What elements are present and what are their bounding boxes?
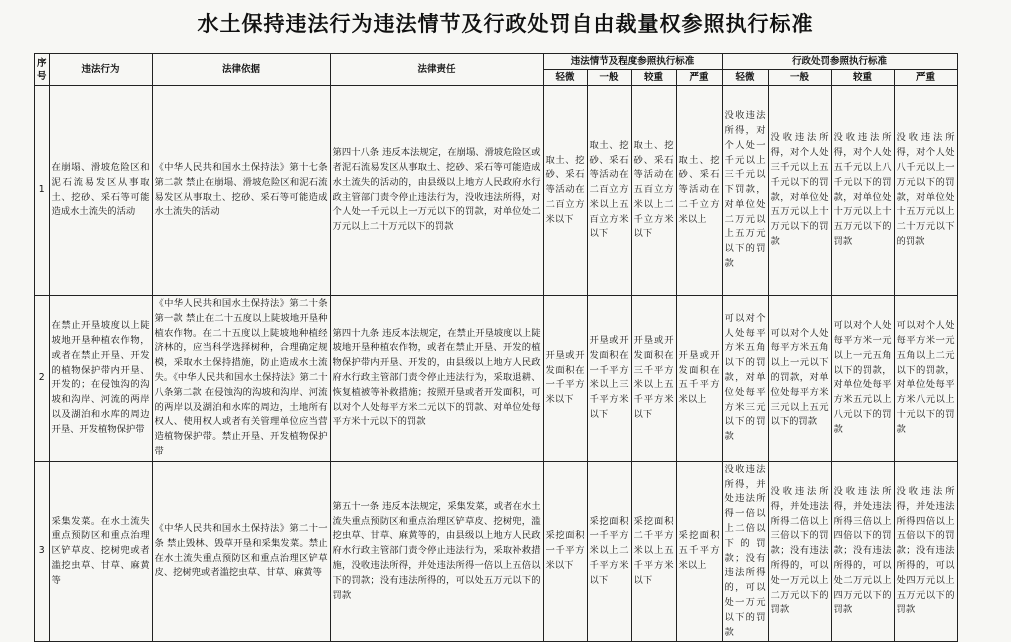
row-liability: 第四十八条 违反本法规定，在崩塌、滑坡危险区或者泥石流易发区从事取土、挖砂、采石等可能造成水土流失的活动的，由县级以上地方人民政府水行政主管部门责令停止违法行为，没收违法所得，对个人处一千元以上一万元以下的罚款，对单位处二万元以上二十万元以下的罚款 <box>330 86 543 296</box>
header-row-1 <box>35 54 958 70</box>
header-liability: 法律责任 <box>330 54 543 86</box>
document-title: 水土保持违法行为违法情节及行政处罚自由裁量权参照执行标准 <box>197 12 814 36</box>
row-penalty-minor: 可以对个人处每平方米五角以下的罚款，对单位处每平方米三元以下的罚款 <box>722 296 768 462</box>
header-degree-severe: 严重 <box>676 70 722 86</box>
row-degree-severe: 取土、挖砂、采石等活动在二千立方米以上 <box>676 86 722 296</box>
table-row <box>35 86 958 296</box>
header-degree-minor: 轻微 <box>543 70 587 86</box>
table-row <box>35 296 958 462</box>
row-degree-general: 取土、挖砂、采石等活动在二百立方米以上五百立方米以下 <box>587 86 631 296</box>
header-penalty-general: 一般 <box>768 70 831 86</box>
row-degree-general: 开垦或开发面积在一千平方米以上三千平方米以下 <box>587 296 631 462</box>
row-penalty-severe: 没收违法所得，对个人处八千元以上一万元以下的罚款，对单位处十五万元以上二十万元以下的罚款 <box>894 86 957 296</box>
row-degree-minor: 采挖面积一千平方米以下 <box>543 461 587 642</box>
header-penalty-minor: 轻微 <box>722 70 768 86</box>
row-degree-minor: 开垦或开发面积在一千平方米以下 <box>543 296 587 462</box>
row-liability: 第四十九条 违反本法规定，在禁止开垦坡度以上陡坡地开垦种植农作物，或者在禁止开垦、开发的植物保护带内开垦、开发的，由县级以上地方人民政府水行政主管部门责令停止违法行为，采取退耕、恢复植被等补救措施；按照开垦或者开发面积，可以对个人处每平方米二元以下的罚款、对单位处每平方米十元以下的罚款 <box>330 296 543 462</box>
row-degree-general: 采挖面积一千平方米以上二千平方米以下 <box>587 461 631 642</box>
row-degree-serious: 采挖面积二千平方米以上五千平方米以下 <box>631 461 676 642</box>
row-penalty-serious: 没收违法所得，并处违法所得三倍以上四倍以下的罚款；没有违法所得的，可以处二万元以上四万元以下的罚款 <box>831 461 894 642</box>
row-degree-minor: 取土、挖砂、采石等活动在二百立方米以下 <box>543 86 587 296</box>
standards-table <box>34 53 958 642</box>
row-penalty-general: 没收违法所得，并处违法所得二倍以上三倍以下的罚款；没有违法所得的，可以处一万元以上二万元以下的罚款 <box>768 461 831 642</box>
row-degree-serious: 开垦或开发面积在三千平方米以上五千平方米以下 <box>631 296 676 462</box>
row-penalty-minor: 没收违法所得，并处违法所得一倍以上二倍以下的罚款；没有违法所得的，可以处一万元以下的罚款 <box>722 461 768 642</box>
row-seq: 1 <box>35 86 50 296</box>
row-penalty-severe: 可以对个人处每平方米一元五角以上二元以下的罚款，对单位处每平方米八元以上十元以下的罚款 <box>894 296 957 462</box>
header-penalty-severe: 严重 <box>894 70 957 86</box>
header-penalty-group: 行政处罚参照执行标准 <box>722 54 957 70</box>
row-penalty-severe: 没收违法所得，并处违法所得四倍以上五倍以下的罚款；没有违法所得的，可以处四万元以上五万元以下的罚款 <box>894 461 957 642</box>
row-penalty-serious: 可以对个人处每平方米一元以上一元五角以下的罚款，对单位处每平方米五元以上八元以下的罚款 <box>831 296 894 462</box>
header-seq: 序号 <box>35 54 50 86</box>
header-penalty-serious: 较重 <box>831 70 894 86</box>
row-degree-serious: 取土、挖砂、采石等活动在五百立方米以上二千立方米以下 <box>631 86 676 296</box>
row-penalty-general: 可以对个人处每平方米五角以上一元以下的罚款，对单位处每平方米三元以上五元以下的罚款 <box>768 296 831 462</box>
row-penalty-serious: 没收违法所得，对个人处五千元以上八千元以下的罚款，对单位处十万元以上十五万元以下的罚款 <box>831 86 894 296</box>
row-penalty-minor: 没收违法所得，对个人处一千元以上三千元以下罚款，对单位处二万元以上五万元以下的罚款 <box>722 86 768 296</box>
row-behavior: 采集发菜。在水土流失重点预防区和重点治理区铲草皮、挖树兜或者滥挖虫草、甘草、麻黄等 <box>49 461 152 642</box>
header-basis: 法律依据 <box>152 54 330 86</box>
row-penalty-general: 没收违法所得，对个人处三千元以上五千元以下的罚款，对单位处五万元以上十万元以下的罚款 <box>768 86 831 296</box>
row-degree-severe: 采挖面积五千平方米以上 <box>676 461 722 642</box>
row-behavior: 在崩塌、滑坡危险区和泥石流易发区从事取土、挖砂、采石等可能造成水土流失的活动 <box>49 86 152 296</box>
row-seq: 3 <box>35 461 50 642</box>
header-behavior: 违法行为 <box>49 54 152 86</box>
row-basis: 《中华人民共和国水土保持法》第二十条第一款 禁止在二十五度以上陡坡地开垦种植农作物。在二十五度以上陡坡地种植经济林的，应当科学选择树种，合理确定规模，采取水土保持措施，防止造成水土流失。《中华人民共和国水土保持法》第二十八条第二款 在侵蚀沟的沟坡和沟岸、河流的两岸以及湖泊和水库的周边，土地所有权人、使用权人或者有关管理单位应当营造植物保护带。禁止开垦、开发植物保护带 <box>152 296 330 462</box>
row-basis: 《中华人民共和国水土保持法》第十七条第二款 禁止在崩塌、滑坡危险区和泥石流易发区从事取土、挖砂、采石等可能造成水土流失的活动 <box>152 86 330 296</box>
row-liability: 第五十一条 违反本法规定，采集发菜，或者在水土流失重点预防区和重点治理区铲草皮、挖树兜，滥挖虫草、甘草、麻黄等的，由县级以上地方人民政府水行政主管部门责令停止违法行为，采取补救措施，没收违法所得，并处违法所得一倍以上五倍以下的罚款；没有违法所得的，可以处五万元以下的罚款 <box>330 461 543 642</box>
table-row <box>35 461 958 642</box>
row-degree-severe: 开垦或开发面积在五千平方米以上 <box>676 296 722 462</box>
row-basis: 《中华人民共和国水土保持法》第二十一条 禁止毁林、毁草开垦和采集发菜。禁止在水土流失重点预防区和重点治理区铲草皮、挖树兜或者滥挖虫草、甘草、麻黄等 <box>152 461 330 642</box>
header-degree-group: 违法情节及程度参照执行标准 <box>543 54 722 70</box>
row-behavior: 在禁止开垦坡度以上陡坡地开垦种植农作物，或者在禁止开垦、开发的植物保护带内开垦、开发的；在侵蚀沟的沟坡和沟岸、河流的两岸以及湖泊和水库的周边开垦、开发植物保护带 <box>49 296 152 462</box>
header-degree-serious: 较重 <box>631 70 676 86</box>
row-seq: 2 <box>35 296 50 462</box>
header-degree-general: 一般 <box>587 70 631 86</box>
